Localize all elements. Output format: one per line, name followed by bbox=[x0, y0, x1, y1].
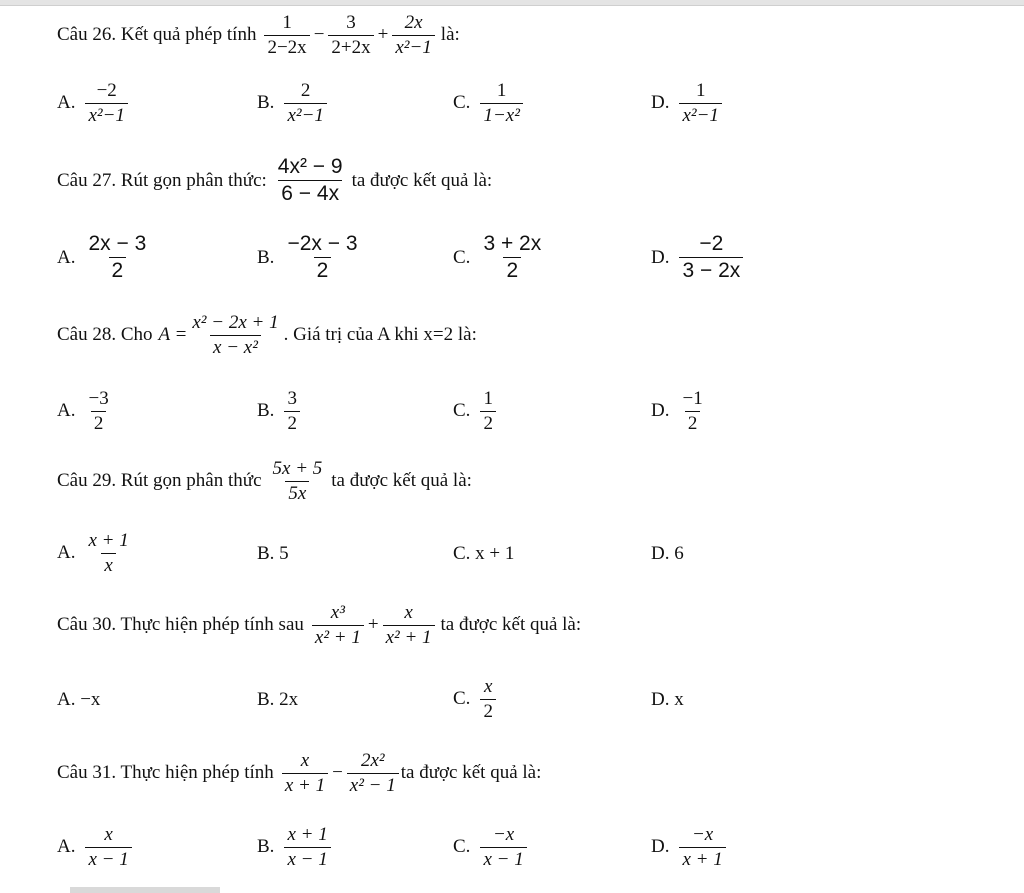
q28-fraction: $\frac{\text{x² − 2x + 1}}{\text{x − x²}}$ bbox=[192, 312, 279, 358]
q31-option-d[interactable]: D. $\frac{-x}{x + 1}$ bbox=[651, 824, 728, 871]
q26-tail: là: bbox=[440, 24, 460, 46]
q29-option-b[interactable]: B. 5 bbox=[257, 543, 289, 564]
q29-tail: ta được kết quả là: bbox=[331, 470, 472, 492]
q31-fraction-1: $\frac{x}{x + 1}$ bbox=[282, 750, 328, 797]
q26-fraction-2: $\frac{3}{2+2x}$ bbox=[328, 12, 373, 59]
q31-option-c[interactable]: C. $\frac{-x}{x - 1}$ bbox=[453, 824, 529, 871]
q30-fraction-2: $\frac{x}{\text{x² + 1}}$ bbox=[383, 602, 435, 649]
q31-option-b[interactable]: B. $\frac{x + 1}{x - 1}$ bbox=[257, 824, 333, 871]
q26-fraction-1: $\frac{1}{2-2x}$ bbox=[264, 12, 309, 59]
question-26 bbox=[57, 12, 464, 59]
question-28-label: Câu 28. Cho bbox=[57, 324, 153, 346]
q30-fraction-1: $\frac{\text{x³}}{\text{x² + 1}}$ bbox=[312, 602, 364, 649]
q28-option-c[interactable]: C. $\frac{1}{2}$ bbox=[453, 388, 498, 435]
q30-option-c[interactable]: C. $\frac{x}{2}$ bbox=[453, 676, 498, 723]
q26-option-b[interactable]: B. $\frac{2}{\text{x²−1}}$ bbox=[257, 80, 329, 127]
q29-option-a[interactable]: A. $\frac{x + 1}{x}$ bbox=[57, 530, 129, 576]
question-29 bbox=[57, 458, 476, 505]
q26-option-a[interactable]: A. $\frac{-2}{\text{x²−1}}$ bbox=[57, 80, 130, 127]
q28-option-b[interactable]: B. $\frac{3}{2}$ bbox=[257, 388, 302, 435]
cut-off-next-line bbox=[70, 887, 220, 893]
q29-option-d[interactable]: D. 6 bbox=[651, 543, 684, 564]
q27-option-c[interactable]: C. $\frac{3 + 2x}{2}$ bbox=[453, 232, 542, 283]
q28-lhs: A = bbox=[158, 324, 188, 346]
q30-option-b[interactable]: B. 2x bbox=[257, 689, 299, 710]
question-27-label: Câu 27. Rút gọn phân thức: bbox=[57, 169, 267, 191]
q30-operator: + bbox=[367, 614, 379, 636]
q26-operator-1: − bbox=[313, 24, 325, 46]
q29-option-c[interactable]: C. x + 1 bbox=[453, 543, 515, 564]
question-27 bbox=[57, 155, 496, 206]
q30-option-a[interactable]: A. −x bbox=[57, 689, 101, 710]
question-31-label: Câu 31. Thực hiện phép tính bbox=[57, 762, 274, 784]
q31-tail: ta được kết quả là: bbox=[400, 762, 542, 784]
q31-fraction-2: $\frac{\text{2x²}}{\text{x² − 1}}$ bbox=[347, 750, 399, 797]
browser-top-edge bbox=[0, 0, 1024, 6]
q27-option-b[interactable]: B. $\frac{-2x - 3}{2}$ bbox=[257, 232, 358, 283]
question-30 bbox=[57, 602, 585, 649]
q29-fraction: $\frac{5x + 5}{5x}$ bbox=[272, 458, 323, 504]
q28-tail: . Giá trị của A khi x=2 là: bbox=[283, 324, 477, 346]
q27-fraction: $\frac{\text{4x² − 9}}{6 - 4x}$ bbox=[277, 155, 343, 206]
q26-option-d[interactable]: D. $\frac{1}{\text{x²−1}}$ bbox=[651, 80, 724, 127]
q27-option-a[interactable]: A. $\frac{2x - 3}{2}$ bbox=[57, 232, 147, 283]
question-28 bbox=[57, 312, 477, 359]
q26-fraction-3: $\frac{2x}{\text{x²−1}}$ bbox=[392, 12, 434, 59]
q30-tail: ta được kết quả là: bbox=[440, 614, 582, 636]
q31-operator: − bbox=[332, 762, 343, 784]
q31-option-a[interactable]: A. $\frac{x}{x - 1}$ bbox=[57, 824, 134, 871]
question-31 bbox=[57, 750, 541, 797]
q27-option-d[interactable]: D. $\frac{-2}{3 - 2x}$ bbox=[651, 232, 745, 283]
q28-option-d[interactable]: D. $\frac{-1}{2}$ bbox=[651, 388, 703, 434]
q30-option-d[interactable]: D. x bbox=[651, 689, 684, 710]
q28-option-a[interactable]: A. $\frac{-3}{2}$ bbox=[57, 388, 109, 434]
q26-operator-2: + bbox=[377, 24, 389, 46]
question-29-label: Câu 29. Rút gọn phân thức bbox=[57, 470, 262, 492]
q27-tail: ta được kết quả là: bbox=[351, 169, 493, 191]
question-26-label: Câu 26. Kết quả phép tính bbox=[57, 24, 257, 46]
q26-option-c[interactable]: C. $\frac{1}{\text{1−x²}}$ bbox=[453, 80, 525, 127]
question-30-label: Câu 30. Thực hiện phép tính sau bbox=[57, 614, 304, 636]
